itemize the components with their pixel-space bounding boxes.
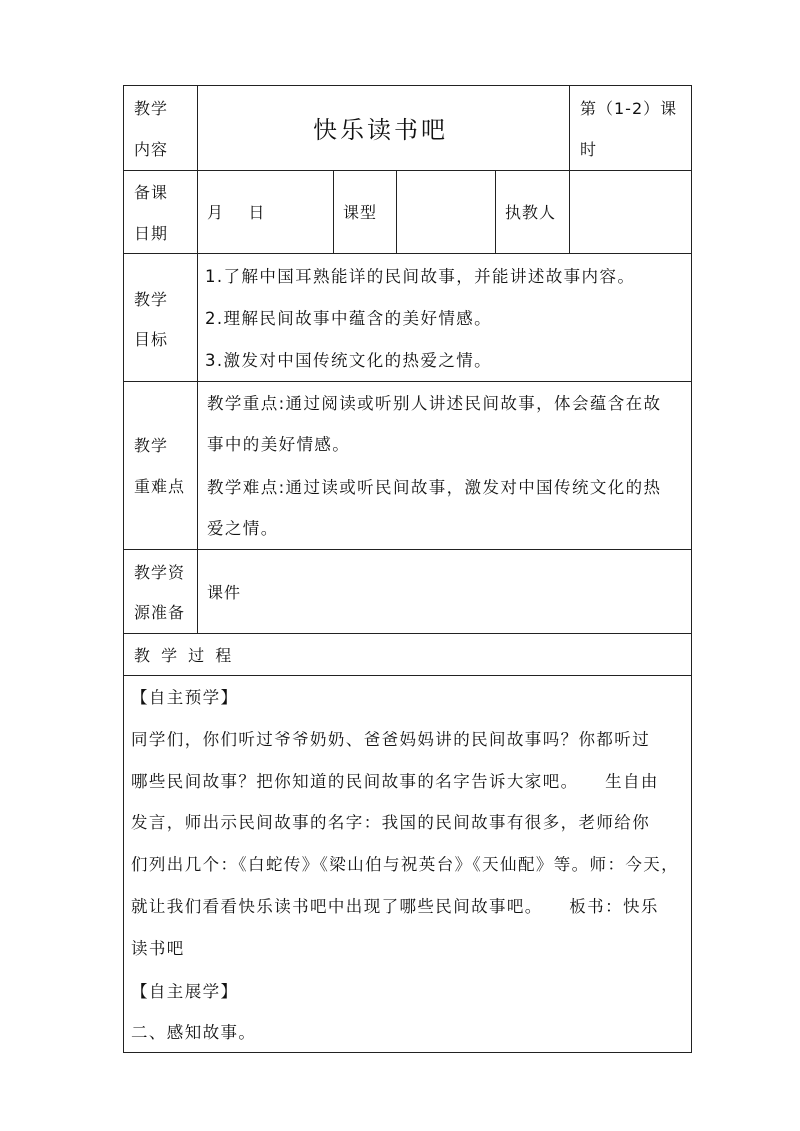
lesson-period-line1: 第（1-2）课 (580, 99, 678, 118)
label-column-divider (197, 85, 198, 634)
row-divider-keypoints (123, 549, 692, 550)
class-type-label: 课型 (343, 203, 378, 222)
prep-divider-3 (495, 170, 496, 254)
teacher-label: 执教人 (505, 203, 557, 222)
keypoints-label-line1: 教学 (134, 436, 169, 455)
keypoints-line: 教学重点:通过阅读或听别人讲述民间故事，体会蕴含在故 (207, 394, 662, 413)
row-divider-goals (123, 381, 692, 382)
resources-label-line2: 源准备 (134, 603, 186, 622)
resources-value: 课件 (207, 583, 242, 602)
process-paragraph-line: 们列出几个：《白蛇传》《梁山伯与祝英台》《天仙配》等。师：今天， (131, 855, 680, 874)
lesson-period-line2: 时 (580, 140, 598, 159)
table-top-border (123, 85, 692, 86)
resources-label-line1: 教学资 (134, 563, 186, 582)
keypoints-label-line2: 重难点 (134, 477, 186, 496)
table-left-border (123, 85, 124, 1053)
process-paragraph-line: 发言，师出示民间故事的名字：我国的民间故事有很多，老师给你 (131, 813, 651, 832)
lesson-title: 快乐读书吧 (313, 116, 448, 144)
header-lesson-divider (569, 85, 570, 171)
process-paragraph-line: 就让我们看看快乐读书吧中出现了哪些民间故事吧。 板书：快乐 (131, 897, 659, 916)
process-paragraph-line: 哪些民间故事？把你知道的民间故事的名字告诉大家吧。 生自由 (131, 772, 659, 791)
step-two-heading: 二、感知故事。 (131, 1023, 257, 1042)
prep-label-line1: 备课 (134, 183, 169, 202)
prep-divider-2 (396, 170, 397, 254)
section-heading-self-show: 【自主展学】 (131, 982, 239, 1001)
keypoints-line: 爱之情。 (207, 519, 279, 538)
process-paragraph-line: 读书吧 (131, 939, 185, 958)
content-label-line1: 教学 (134, 99, 169, 118)
row-divider-process-label (123, 675, 692, 676)
goals-label-line2: 目标 (134, 330, 169, 349)
goal-item: 2.理解民间故事中蕴含的美好情感。 (205, 309, 493, 328)
keypoints-line: 事中的美好情感。 (207, 435, 351, 454)
table-right-border (691, 85, 692, 1053)
row-divider-prep (123, 253, 692, 254)
goal-item: 1.了解中国耳熟能详的民间故事，并能讲述故事内容。 (205, 267, 636, 286)
prep-divider-1 (333, 170, 334, 254)
table-bottom-border (123, 1052, 692, 1053)
prep-date: 月 日 (207, 203, 266, 222)
section-heading-self-study: 【自主预学】 (131, 688, 239, 707)
content-label-line2: 内容 (134, 140, 169, 159)
row-divider-resources (123, 633, 692, 634)
goals-label-line1: 教学 (134, 290, 169, 309)
row-divider-header (123, 170, 692, 171)
process-paragraph-line: 同学们，你们听过爷爷奶奶、爸爸妈妈讲的民间故事吗？你都听过 (131, 730, 651, 749)
process-label: 教 学 过 程 (134, 646, 235, 665)
goal-item: 3.激发对中国传统文化的热爱之情。 (205, 351, 493, 370)
prep-divider-4 (569, 170, 570, 254)
prep-label-line2: 日期 (134, 224, 169, 243)
keypoints-line: 教学难点:通过读或听民间故事，激发对中国传统文化的热 (207, 478, 662, 497)
